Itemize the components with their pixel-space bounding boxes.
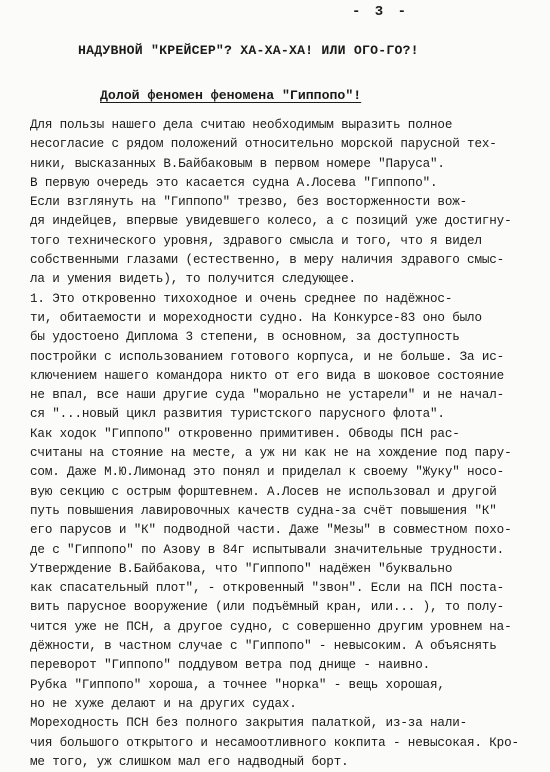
text-line: не впал, все наши другие суда "морально не устарели" и не начал-: [30, 388, 505, 403]
text-line: Мореходность ПСН без полного закрытия палаткой, из-за нали-: [30, 716, 468, 731]
text-line: путь повышения лавировочных качеств судна-за счёт повышения "К": [30, 503, 497, 518]
text-line: дя индейцев, впервые увидевшего колесо, а с позиций уже достигну-: [30, 214, 512, 229]
text-line: как спасательный плот", - откровенный "звон". Если на ПСН постa-: [30, 581, 505, 596]
text-line: собственными глазами (естественно, в меру наличия здравого смыс-: [30, 253, 505, 268]
text-line: ключением нашего командора никто от его вида в шоковое состояние: [30, 368, 505, 383]
article-title: НАДУВНОЙ "КРЕЙСЕР"? ХА-ХА-ХА! ИЛИ ОГО-ГО?!: [78, 43, 419, 58]
text-line: чия большого открытого и несамоотливного кокпита - невысокая. Кро-: [30, 735, 519, 750]
text-line: но не хуже делают и на других судах.: [30, 696, 297, 711]
text-line: считаны на стояние на месте, а уж ни как не на хождение под пару-: [30, 446, 512, 461]
text-line: Как ходок "Гиппопо" откровенно примитивен. Обводы ПСН рас-: [30, 426, 460, 441]
page-number: - 3 -: [352, 4, 410, 20]
text-line: В первую очередь это касается судна А.Лосева "Гиппопо".: [30, 175, 438, 190]
text-line: того технического уровня, здравого смысла и того, что я видел: [30, 233, 482, 248]
text-line: дёжности, в частном случае с "Гиппопо" - невысоким. А объяснять: [30, 639, 497, 654]
text-line: Рубка "Гиппопо" хороша, а точнее "норка" - вещь хорошая,: [30, 677, 445, 692]
text-line: ла и умения видеть), то получится следующее.: [30, 272, 356, 287]
article-subtitle: Долой феномен феномена "Гиппопо"!: [100, 88, 362, 103]
text-line: ники, высказанных В.Байбаковым в первом номере "Паруса".: [30, 156, 445, 171]
text-line: его парусов и "К" подводной части. Даже "Мезы" в совместном похо-: [30, 523, 512, 538]
text-line: вую секцию с острым форштевнем. А.Лосев не использовал и другой: [30, 484, 497, 499]
text-line: ся "...новый цикл развития туристского парусного флота".: [30, 407, 445, 422]
text-line: несогласие с рядом положений относительно морской парусной тех-: [30, 137, 497, 152]
text-line: вить парусное вооружение (или подъёмный кран, или... ), то полу-: [30, 600, 505, 615]
text-line: де с "Гиппопо" по Азову в 84г испытывали значительные трудности.: [30, 542, 505, 557]
text-line: бы удостоено Диплома 3 степени, в основном, за доступность: [30, 330, 460, 345]
text-line: чится уже не ПСН, а другое судно, с совершенно другим уровнем на-: [30, 619, 512, 634]
text-line: постройки с использованием готового корпуса, и не больше. За ис-: [30, 349, 505, 364]
article-body: [30, 116, 535, 772]
text-line: сом. Даже М.Ю.Лимонад это понял и приделал к своему "Жуку" носо-: [30, 465, 505, 480]
text-line: переворот "Гиппопо" поддувом ветра под днище - наивно.: [30, 658, 431, 673]
text-line: ти, обитаемости и мореходности судно. На Конкурсе-83 оно было: [30, 310, 482, 325]
text-line: ме того, уж слишком мал его надводный борт.: [30, 754, 349, 769]
text-line: Для пользы нашего дела считаю необходимым выразить полное: [30, 118, 453, 132]
text-line: Утверждение В.Байбакова, что "Гиппопо" надёжен "буквально: [30, 561, 453, 576]
text-line: 1. Это откровенно тихоходное и очень среднее по надёжнос-: [30, 291, 453, 306]
text-line: Если взглянуть на "Гиппопо" трезво, без восторженности вож-: [30, 195, 468, 210]
